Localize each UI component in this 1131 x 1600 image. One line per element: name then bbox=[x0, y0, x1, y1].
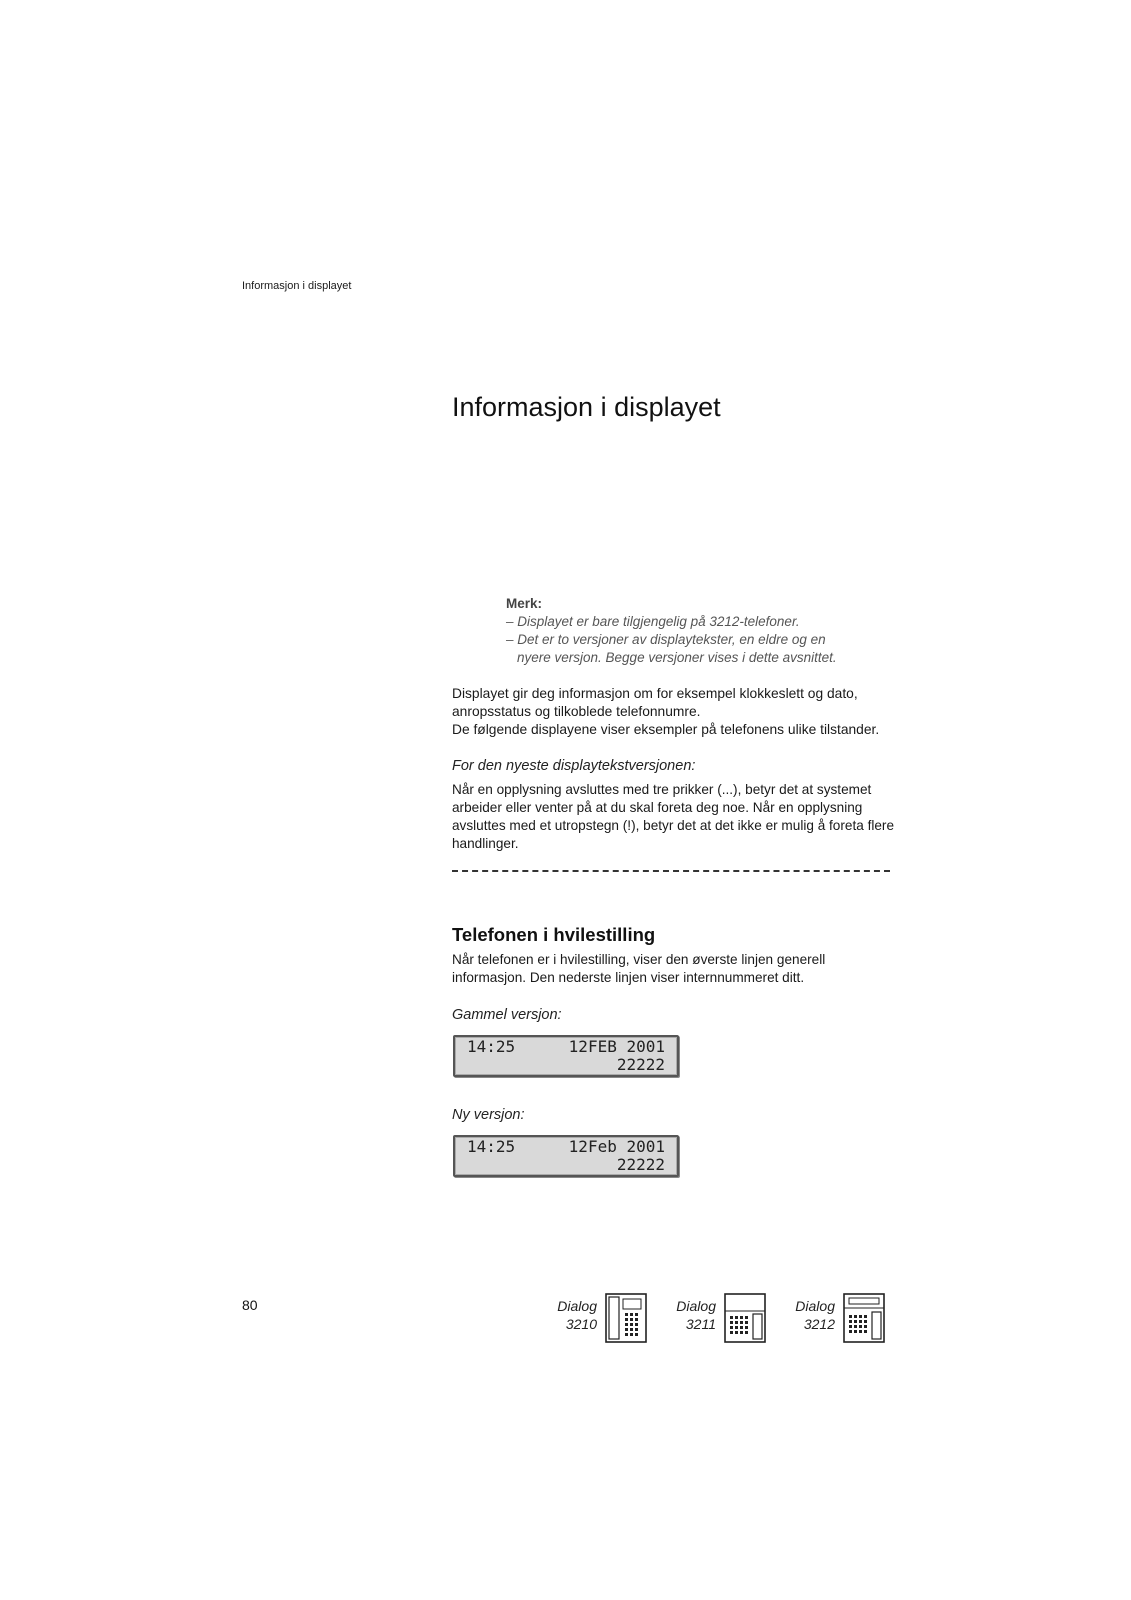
old-display bbox=[453, 1035, 679, 1077]
phone-label-3212 bbox=[775, 1297, 835, 1333]
phone-3210-icon bbox=[605, 1293, 647, 1343]
newest-version-lead: For den nyeste displaytekstversjonen: bbox=[452, 758, 696, 774]
phone-label-3210-line1: Dialog bbox=[557, 1298, 597, 1314]
phone-label-3210-line2: 3210 bbox=[565, 1316, 597, 1332]
section-text: Når telefonen er i hvilestilling, viser den øverste linjen generell informasjon. Den nederste linjen viser internnummeret ditt. bbox=[452, 952, 826, 985]
newest-version-text: Når en opplysning avsluttes med tre prikker (...), betyr det at systemet arbeider eller venter på at du skal foreta deg noe. Når en opplysning avsluttes med et utropstegn (!), betyr det at det ikke er mulig å foreta flere handlinger. bbox=[452, 782, 895, 851]
phone-label-3210 bbox=[537, 1297, 597, 1333]
page-number: 80 bbox=[242, 1297, 258, 1313]
phone-3212-icon bbox=[843, 1293, 885, 1343]
note-box bbox=[506, 595, 906, 667]
section-title: Telefonen i hvilestilling bbox=[452, 924, 656, 945]
note-line-1: – Displayet er bare tilgjengelig på 3212-telefoner. bbox=[506, 614, 800, 629]
phone-3211-icon bbox=[724, 1293, 766, 1343]
phone-label-3212-line1: Dialog bbox=[795, 1298, 835, 1314]
new-display-date: 12Feb 2001 bbox=[568, 1137, 665, 1156]
intro-line-3: De følgende displayene viser eksempler på telefonens ulike tilstander. bbox=[452, 722, 880, 737]
old-display-number: 22222 bbox=[616, 1055, 665, 1074]
new-display-time: 14:25 bbox=[467, 1137, 516, 1156]
old-display-time: 14:25 bbox=[467, 1037, 516, 1056]
new-display-number: 22222 bbox=[616, 1155, 665, 1174]
note-line-3: nyere versjon. Begge versjoner vises i dette avsnittet. bbox=[517, 650, 837, 665]
phone-label-3211-line2: 3211 bbox=[685, 1316, 716, 1332]
note-line-2: – Det er to versjoner av displaytekster, en eldre og en bbox=[506, 632, 826, 647]
note-title: Merk: bbox=[506, 596, 543, 611]
old-version-label: Gammel versjon: bbox=[452, 1007, 562, 1023]
intro-line-2: anropsstatus og tilkoblede telefonnumre. bbox=[452, 704, 701, 719]
intro-line-1: Displayet gir deg informasjon om for eksempel klokkeslett og dato, bbox=[452, 686, 858, 701]
phone-label-3211 bbox=[656, 1297, 716, 1333]
new-version-label: Ny versjon: bbox=[452, 1107, 525, 1123]
old-display-date: 12FEB 2001 bbox=[568, 1037, 665, 1056]
page-title: Informasjon i displayet bbox=[452, 392, 721, 422]
phone-label-3211-line1: Dialog bbox=[676, 1298, 716, 1314]
new-display bbox=[453, 1135, 679, 1177]
section-divider bbox=[452, 870, 890, 872]
phone-label-3212-line2: 3212 bbox=[803, 1316, 835, 1332]
running-header: Informasjon i displayet bbox=[242, 280, 352, 292]
